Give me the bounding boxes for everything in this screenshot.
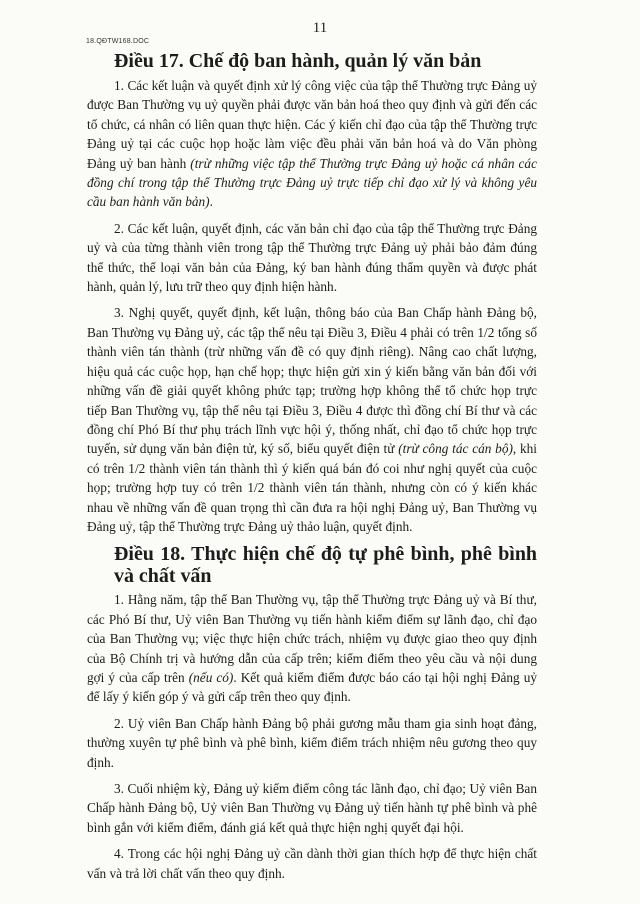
paragraph: [87, 844, 537, 883]
paragraph-tail: .: [209, 194, 213, 210]
paragraph-italic: (nếu có): [188, 669, 234, 685]
paragraph-text: 2. Uỷ viên Ban Chấp hành Đảng bộ phải gương mẫu tham gia sinh hoạt đảng, thường xuyên tự phê bình và phê bình, kiểm điểm trách nhiệm nêu gương theo quy định.: [87, 715, 537, 770]
document-body: [87, 50, 537, 890]
file-reference: 18.QĐTW168.DOC: [86, 38, 150, 45]
paragraph-text: 2. Các kết luận, quyết định, các văn bản chỉ đạo của tập thể Thường trực Đảng uỷ và của từng thành viên trong tập thể Thường trực Đảng uỷ phải bảo đảm đúng thể thức, thể loại văn bản của Đảng, ký ban hành đúng thẩm quyền và được phát hành, quản lý, lưu trữ theo quy định hiện hành.: [87, 220, 537, 295]
paragraph-tail: , khi có trên 1/2 thành viên tán thành thì ý kiến quá bán đó coi như nghị quyết của cuộc họp; trường hợp tuy có trên 1/2 thành viên tán thành, nhưng còn có ý kiến khác nhau về những vấn đề quan trọng thì cần đưa ra hội nghị Đảng uỷ, Ban Thường vụ Đảng uỷ, tập thể Thường trực Đảng uỷ thảo luận, quyết định.: [87, 441, 538, 534]
paragraph-text: 1. Các kết luận và quyết định xử lý công việc của tập thể Thường trực Đảng uỷ được Ban Thường vụ uỷ quyền phải được văn bản hoá theo quy định và gửi đến các tổ chức, cá nhân có liên quan thực hiện. Các ý kiến chỉ đạo của tập thể Thường trực Đảng uỷ tại các cuộc họp hoặc làm việc đều phải văn bản hoá và do Văn phòng Đảng uỷ ban hành: [87, 78, 537, 171]
article-18: [87, 543, 537, 883]
paragraph: [87, 219, 537, 297]
article-title: Điều 17. Chế độ ban hành, quản lý văn bản: [114, 50, 482, 72]
paragraph: [87, 303, 537, 536]
paragraph-tail: . Kết quả kiểm điểm được báo cáo tại hội nghị Đảng uỷ để lấy ý kiến góp ý và gửi cấp trên theo quy định.: [87, 669, 537, 705]
paragraph: [87, 779, 537, 837]
page-number: 11: [312, 20, 328, 36]
paragraph: [87, 590, 537, 706]
paragraph-text: 3. Nghị quyết, quyết định, kết luận, thông báo của Ban Chấp hành Đảng bộ, Ban Thường vụ Đảng uỷ, các tập thể nêu tại Điều 3, Điều 4 phải có trên 1/2 tổng số thành viên tán thành (trừ những vấn đề có quy định riêng). Nâng cao chất lượng, hiệu quả các cuộc họp, hạn chế họp; thực hiện gửi xin ý kiến bằng văn bản đối với những vấn đề giải quyết không phức tạp; trường hợp không thể tổ chức họp trực tiếp Ban Thường vụ, tập thể nêu tại Điều 3, Điều 4 được thì đồng chí Bí thư và các đồng chí Phó Bí thư phụ trách lĩnh vực hội ý, thống nhất, chỉ đạo tổ chức họp trực tuyến, sử dụng văn bản điện tử, ký số, biểu quyết điện tử: [87, 305, 537, 457]
paragraph: [87, 76, 537, 212]
paragraph-text: 3. Cuối nhiệm kỳ, Đảng uỷ kiểm điểm công tác lãnh đạo, chỉ đạo; Uỷ viên Ban Chấp hành Đảng bộ, Uỷ viên Ban Thường vụ Đảng uỷ tiến hành tự phê bình và phê bình gắn với kiểm điểm, đánh giá kết quả thực hiện nghị quyết đại hội.: [87, 781, 537, 835]
paragraph-text: 1. Hằng năm, tập thể Ban Thường vụ, tập thể Thường trực Đảng uỷ và Bí thư, các Phó Bí thư, Uỷ viên Ban Thường vụ tiến hành kiểm điểm sự lãnh đạo, chỉ đạo của Ban Thường vụ; việc thực hiện chức trách, nhiệm vụ được giao theo quy định của Bộ Chính trị và hướng dẫn của cấp trên; kiểm điểm theo yêu cầu và nội dung gợi ý của cấp trên: [87, 592, 537, 685]
paragraph-italic: (trừ những việc tập thể Thường trực Đảng uỷ hoặc cá nhân các đồng chí trong tập thể Thường trực Đảng uỷ trực tiếp chỉ đạo xử lý và không yêu cầu ban hành văn bản): [87, 155, 537, 210]
article-17: [87, 50, 537, 536]
paragraph: [87, 714, 537, 772]
article-title: Điều 18. Thực hiện chế độ tự phê bình, phê bình và chất vấn: [114, 543, 537, 588]
paragraph-text: 4. Trong các hội nghị Đảng uỷ cần dành thời gian thích hợp để thực hiện chất vấn và trả lời chất vấn theo quy định.: [87, 846, 537, 881]
paragraph-italic: (trừ công tác cán bộ): [398, 441, 513, 457]
